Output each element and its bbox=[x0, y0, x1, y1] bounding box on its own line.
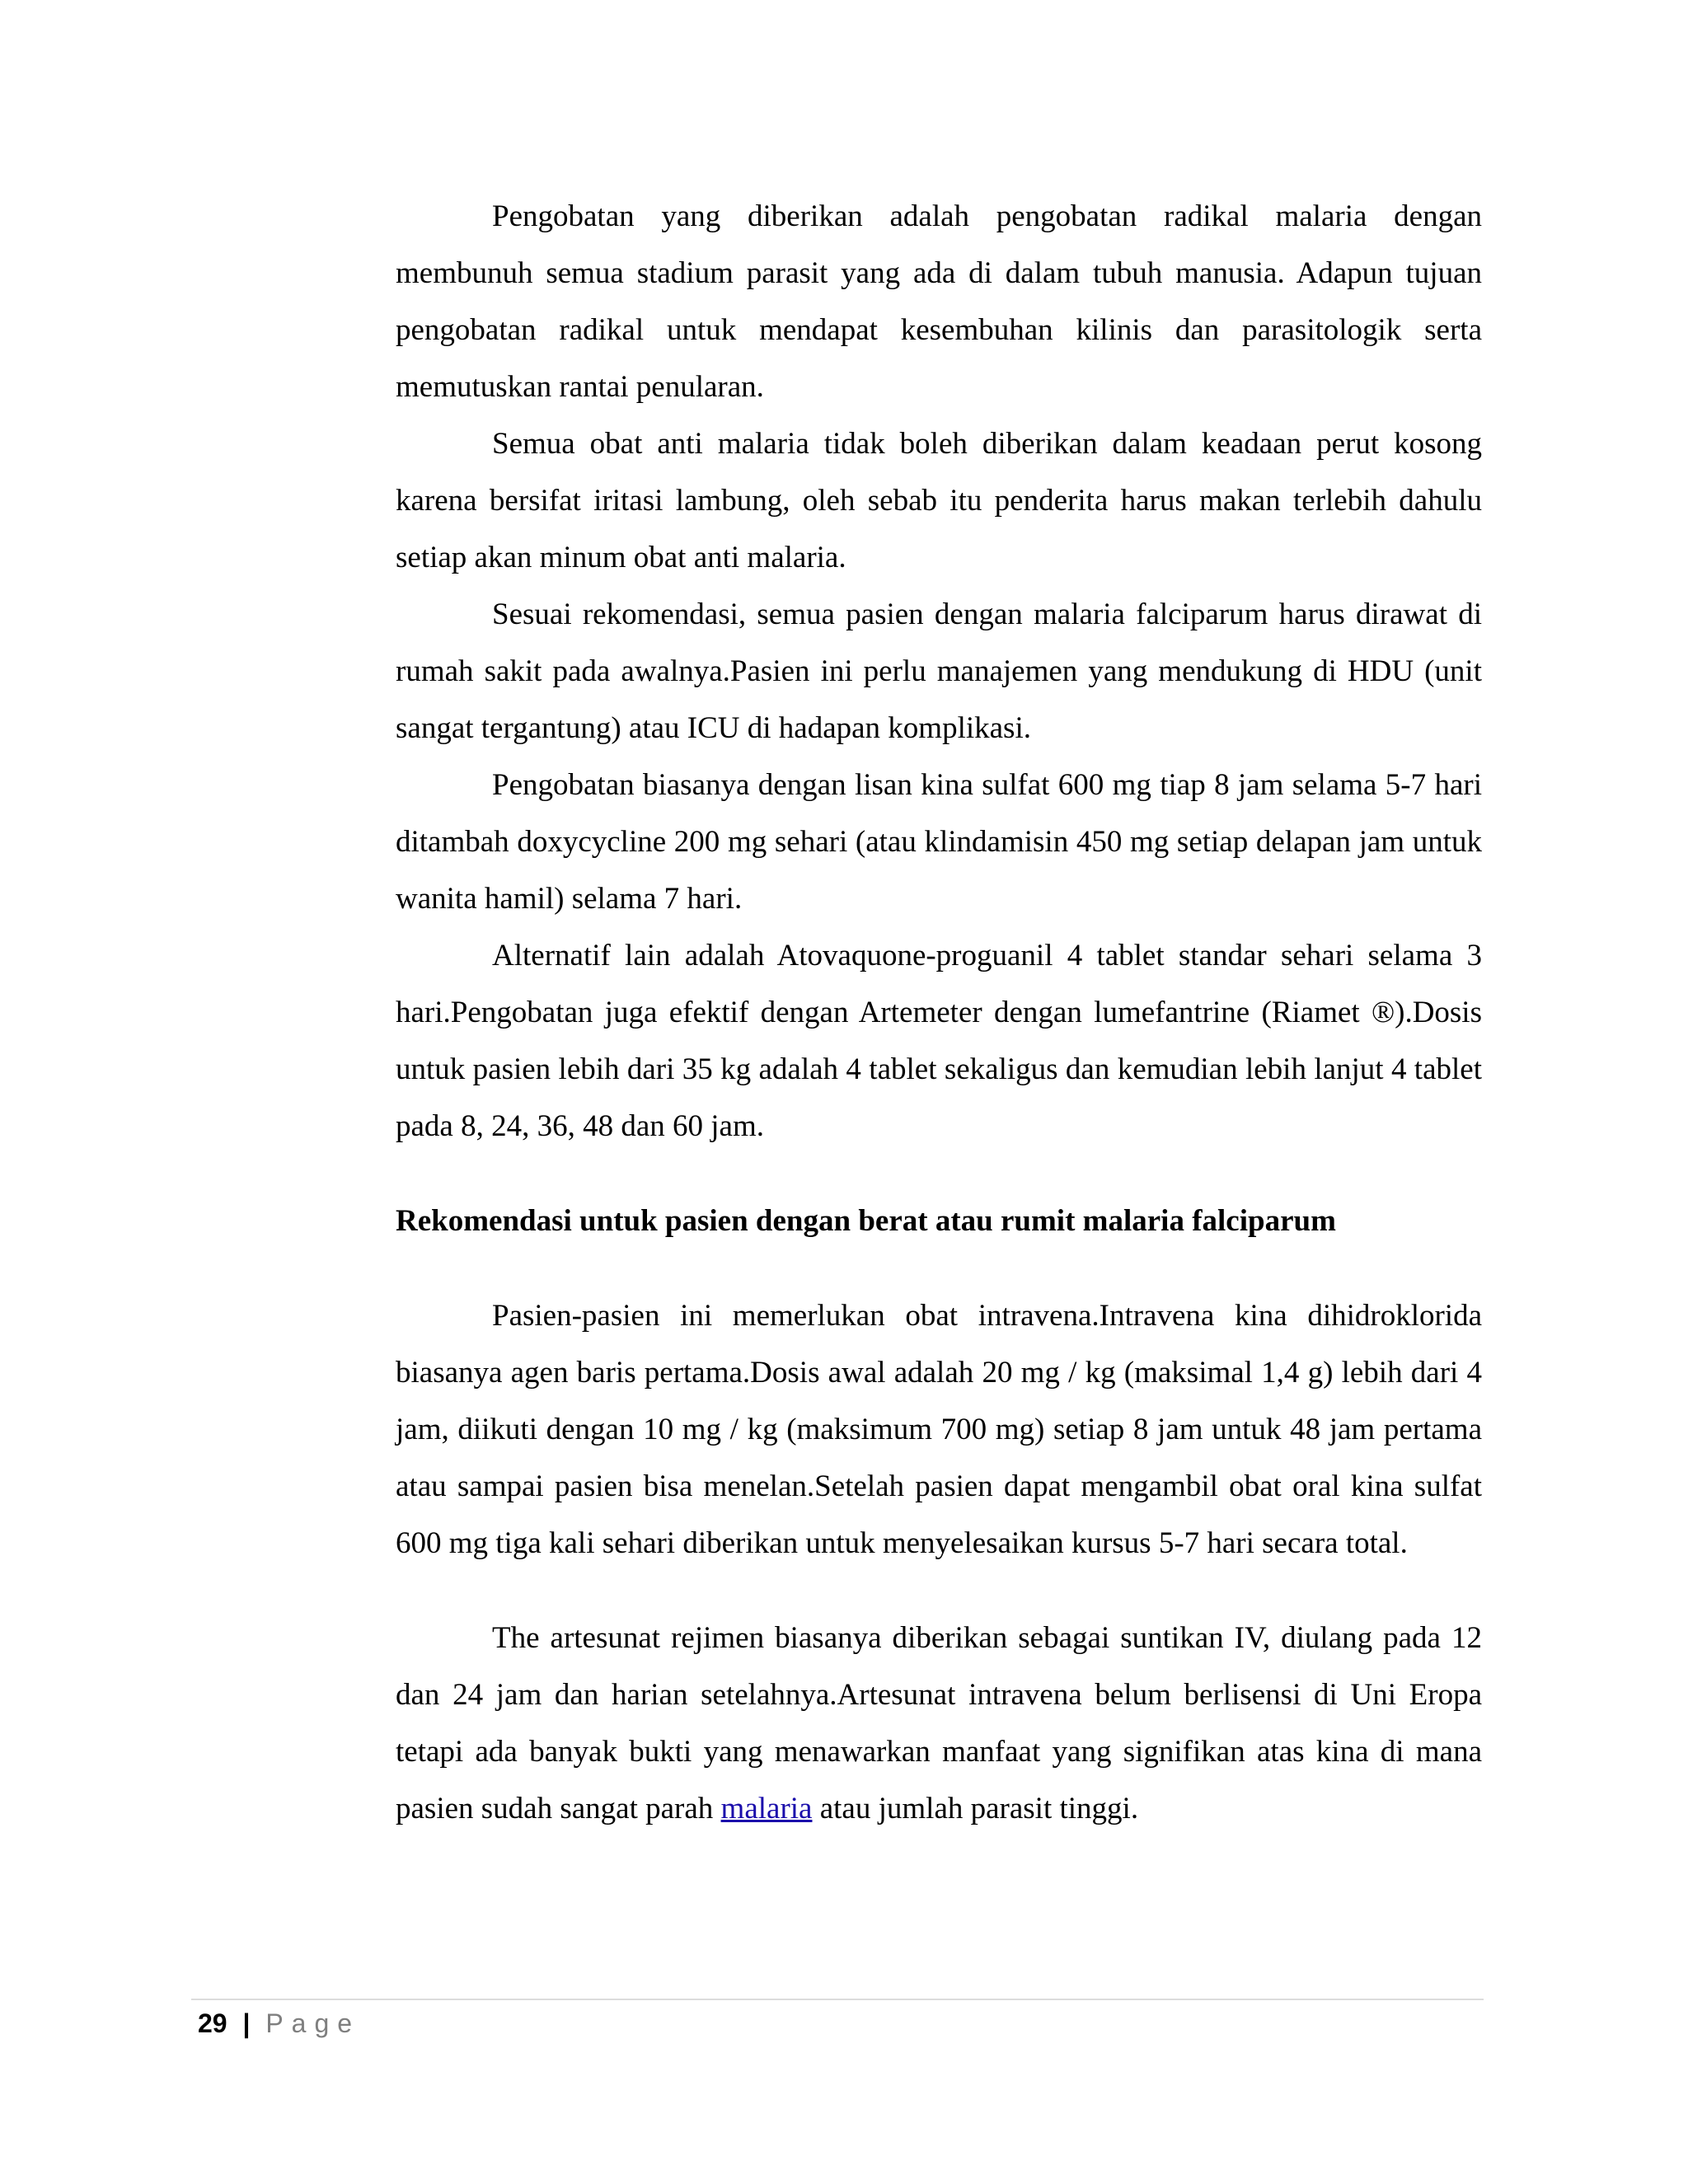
paragraph-artesunate-text: The artesunat rejimen biasanya diberikan sebagai suntikan IV, diulang pada 12 dan 24 jam dan harian setelahnya.Artesunat intravena belum berlisensi di Uni Eropa tetapi ada banyak bukti yang menawarkan manfaat yang signifikan atas kina di mana pasien sudah sangat parah bbox=[396, 1621, 1482, 1825]
paragraph-radical-treatment: Pengobatan yang diberikan adalah pengobatan radikal malaria dengan membunuh semua stadium parasit yang ada di dalam tubuh manusia. Adapun tujuan pengobatan radikal untuk mendapat kesembuhan kilinis dan parasitologik serta memutuskan rantai penularan. bbox=[396, 199, 1482, 404]
paragraph-alternative-treatment: Alternatif lain adalah Atovaquone-proguanil 4 tablet standar sehari selama 3 hari.Pengobatan juga efektif dengan Artemeter dengan lumefantrine (Riamet ®).Dosis untuk pasien lebih dari 35 kg adalah 4 tablet sekaligus dan kemudian lebih lanjut 4 tablet pada 8, 24, 36, 48 dan 60 jam. bbox=[396, 939, 1482, 1143]
page-footer bbox=[198, 2005, 360, 2041]
page-label: Page bbox=[265, 2008, 361, 2038]
page-body bbox=[396, 188, 1482, 1837]
malaria-link[interactable]: malaria bbox=[720, 1792, 813, 1825]
section-heading: Rekomendasi untuk pasien dengan berat atau rumit malaria falciparum bbox=[396, 1204, 1336, 1238]
paragraph-artesunate-tail: atau jumlah parasit tinggi. bbox=[812, 1792, 1139, 1825]
footer-divider bbox=[191, 1999, 1484, 2000]
paragraph-hospitalization: Sesuai rekomendasi, semua pasien dengan malaria falciparum harus dirawat di rumah sakit pada awalnya.Pasien ini perlu manajemen yang mendukung di HDU (unit sangat tergantung) atau ICU di hadapan komplikasi. bbox=[396, 598, 1482, 745]
paragraph-empty-stomach: Semua obat anti malaria tidak boleh diberikan dalam keadaan perut kosong karena bersifat iritasi lambung, oleh sebab itu penderita harus makan terlebih dahulu setiap akan minum obat anti malaria. bbox=[396, 427, 1482, 574]
paragraph-artesunate bbox=[396, 1610, 1482, 1837]
paragraph-oral-quinine: Pengobatan biasanya dengan lisan kina sulfat 600 mg tiap 8 jam selama 5-7 hari ditambah doxycycline 200 mg sehari (atau klindamisin 450 mg setiap delapan jam untuk wanita hamil) selama 7 hari. bbox=[396, 768, 1482, 916]
paragraph-severe-malaria: Pasien-pasien ini memerlukan obat intravena.Intravena kina dihidroklorida biasanya agen baris pertama.Dosis awal adalah 20 mg / kg (maksimal 1,4 g) lebih dari 4 jam, diikuti dengan 10 mg / kg (maksimum 700 mg) setiap 8 jam untuk 48 jam pertama atau sampai pasien bisa menelan.Setelah pasien dapat mengambil obat oral kina sulfat 600 mg tiga kali sehari diberikan untuk menyelesaikan kursus 5-7 hari secara total. bbox=[396, 1299, 1482, 1560]
page-number: 29 bbox=[198, 2008, 227, 2038]
footer-separator: | bbox=[242, 2008, 251, 2038]
